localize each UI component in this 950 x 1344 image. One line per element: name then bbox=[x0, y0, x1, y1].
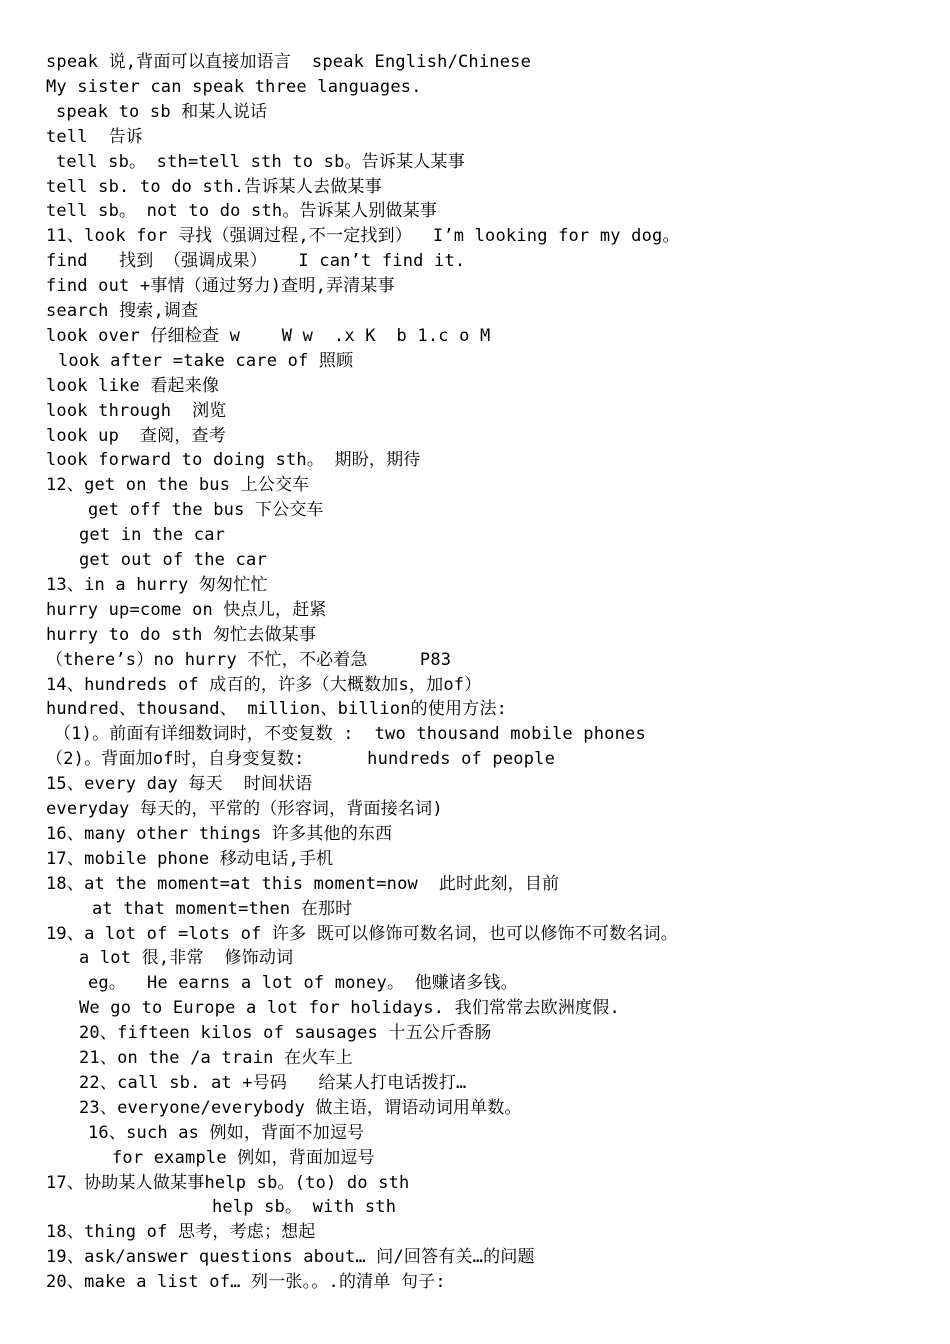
text-line: 15、every day 每天 时间状语 bbox=[46, 774, 313, 795]
text-line: at that moment=then 在那时 bbox=[92, 898, 353, 919]
text-line: tell sb。 sth=tell sth to sb。告诉某人某事 bbox=[56, 151, 465, 172]
text-line: 18、at the moment=at this moment=now 此时此刻，目前 bbox=[46, 873, 560, 894]
text-line: 14、hundreds of 成百的，许多（大概数加s，加of） bbox=[46, 674, 482, 695]
text-line: 18、thing of 思考，考虑；想起 bbox=[46, 1222, 316, 1243]
text-line: get in the car bbox=[79, 525, 226, 546]
text-line: look forward to doing sth。 期盼，期待 bbox=[46, 450, 421, 471]
text-line: look up 查阅，查考 bbox=[46, 425, 226, 446]
text-line: 11、look for 寻找（强调过程,不一定找到） I’m looking for my dog。 bbox=[46, 226, 680, 247]
text-line: look like 看起来像 bbox=[46, 375, 220, 396]
text-line: for example 例如，背面加逗号 bbox=[112, 1147, 375, 1168]
text-line: look through 浏览 bbox=[46, 400, 227, 421]
text-line: speak to sb 和某人说话 bbox=[56, 101, 268, 122]
text-line: （1)。前面有详细数词时，不变复数 : two thousand mobile phones bbox=[54, 724, 646, 745]
text-line: （there’s）no hurry 不忙，不必着急 P83 bbox=[46, 649, 452, 670]
text-line: get out of the car bbox=[79, 550, 267, 570]
text-line: tell sb。 not to do sth。告诉某人别做某事 bbox=[46, 201, 438, 222]
text-line: help sb。 with sth bbox=[212, 1197, 397, 1218]
text-line: （2)。背面加of时，自身变复数: hundreds of people bbox=[46, 749, 556, 770]
text-line: tell sb. to do sth.告诉某人去做某事 bbox=[46, 176, 382, 197]
text-line: 16、many other things 许多其他的东西 bbox=[46, 823, 393, 844]
text-line: get off the bus 下公交车 bbox=[88, 500, 324, 521]
text-line: 20、make a list of… 列一张。。.的清单 句子: bbox=[46, 1272, 446, 1293]
text-line: My sister can speak three languages. bbox=[46, 76, 422, 97]
text-line: 19、a lot of =lots of 许多 既可以修饰可数名词，也可以修饰不可数名词。 bbox=[46, 923, 678, 944]
text-line: We go to Europe a lot for holidays. 我们常常去欧洲度假. bbox=[79, 998, 620, 1019]
text-line: hurry up=come on 快点儿，赶紧 bbox=[46, 599, 327, 620]
text-line: 23、everyone/everybody 做主语，谓语动词用单数。 bbox=[79, 1097, 522, 1118]
text-line: 22、call sb. at +号码 给某人打电话拨打… bbox=[79, 1072, 467, 1093]
text-line: everyday 每天的，平常的（形容词，背面接名词) bbox=[46, 799, 443, 819]
text-line: 17、mobile phone 移动电话,手机 bbox=[46, 848, 334, 869]
text-line: 20、fifteen kilos of sausages 十五公斤香肠 bbox=[79, 1023, 492, 1044]
text-line: 19、ask/answer questions about… 问/回答有关…的问题 bbox=[46, 1247, 535, 1268]
text-line: 17、协助某人做某事help sb。(to) do sth bbox=[46, 1172, 410, 1193]
text-line: eg。 He earns a lot of money。 他赚诸多钱。 bbox=[88, 973, 518, 994]
text-line: find 找到 （强调成果） I can’t find it. bbox=[46, 251, 466, 272]
text-line: 16、such as 例如，背面不加逗号 bbox=[88, 1122, 365, 1143]
text-line: speak 说,背面可以直接加语言 speak English/Chinese bbox=[46, 52, 532, 72]
text-line: search 搜索,调查 bbox=[46, 301, 199, 321]
text-line: 21、on the /a train 在火车上 bbox=[79, 1048, 353, 1068]
text-line: 13、in a hurry 匆匆忙忙 bbox=[46, 574, 268, 595]
text-line: a lot 很,非常 修饰动词 bbox=[79, 948, 294, 969]
text-line: hundred、thousand、 million、billion的使用方法: bbox=[46, 699, 508, 720]
text-line: tell 告诉 bbox=[46, 126, 144, 147]
text-line: find out +事情（通过努力)查明,弄清某事 bbox=[46, 276, 395, 297]
text-line: look over 仔细检查 w W w .x K b 1.c o M bbox=[46, 325, 491, 346]
text-line: 12、get on the bus 上公交车 bbox=[46, 475, 310, 496]
text-line: hurry to do sth 匆忙去做某事 bbox=[46, 624, 317, 645]
text-line: look after =take care of 照顾 bbox=[58, 350, 354, 371]
